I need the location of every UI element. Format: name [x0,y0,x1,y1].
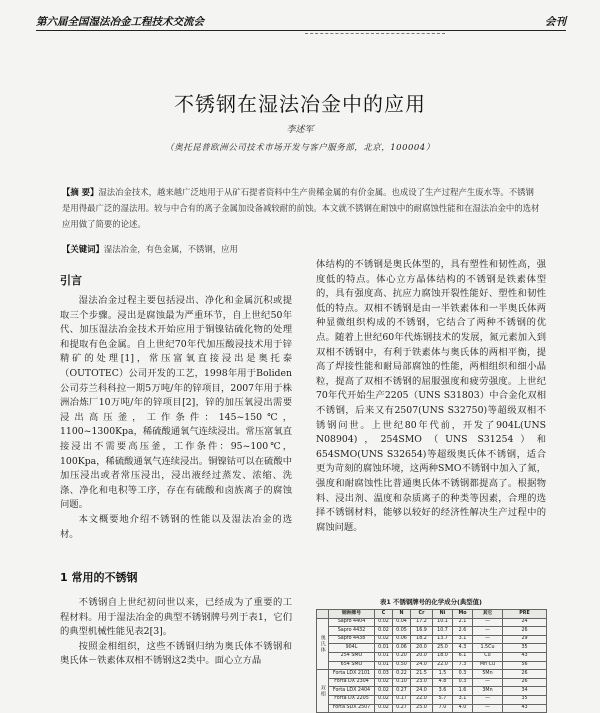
table1-caption: 表1 不锈钢牌号的化学成分(典型值) [380,598,482,606]
table-row [317,644,547,653]
table-group-label: 奥氏体 [317,618,329,670]
paragraph: 不锈钢自上世纪初问世以来，已经成为了重要的工程材料。用于湿法冶金的典型不锈钢牌号列于表1，它们的典型机械性能见表2[3]。 [60,597,292,638]
table-cell: 1.6 [453,687,473,696]
table-row [317,695,547,704]
table-cell: 0.02 [375,695,393,704]
table-cell: 654 SMO [329,661,375,670]
table-header-row [317,610,547,619]
abstract-text: 湿法冶金技术，越来越广泛地用于从矿石提者资料中生产贵稀金属的有价金属。也成设了生产过程产生废水等。不锈钢是用得最广泛的湿法用。较与中合有的离子金属加设备减较耐的前蚀。本文就不锈钢在耐蚀中的耐腐蚀性能和在湿法冶金中的选材应用做了简要的论述。 [62,187,540,229]
table-cell: 0.17 [393,695,411,704]
table-cell: 0.02 [375,618,393,627]
table-cell: 22.0 [433,661,453,670]
paragraph: 体结构的不锈钢是奥氏体型的，具有塑性和韧性高，强度低的特点。体心立方晶体结构的不锈钢是铁素体型的，具有强度高、抗应力腐蚀开裂性能好、塑性和韧性低的特点。双相不锈钢是由一半铁素体和一半奥氏体两种显微组织构成的不锈钢，它结合了两种不锈钢的优点。随着上世纪60年代炼钢技术的发展，氮元素加入到双相不锈钢中，有利于铁素体与奥氏体的两相平衡，提高了焊接性能和耐局部腐蚀的性能，两相组织和细小晶粒，提高了双相不锈钢的屈服强度和疲劳强度。上世纪70年代开始生产2205（UNS S31803）中合金化双相不锈钢，后来又有2507(UNS S32750)等超级双相不锈钢问世。上世纪80年代前，开发了904L(UNS N08904)，254SMO（UNS S31254）和654SMO(UNS S32654)等超级奥氏体不锈钢，适合更为苛刻的腐蚀环境，这两种SMO不锈钢中加入了氮，强度和耐腐蚀性比普通奥氏体不锈钢都提高了。根据物料、浸出剂、温度和杂质离子的种类等因素，合理的选择不锈钢材料，能够以较好的经济性解决生产过程中的腐蚀问题。 [316,259,546,533]
table-cell: 0.01 [375,644,393,653]
table-cell: 26 [503,627,547,636]
table-cell: 22.0 [411,695,433,704]
table-header-cell: C [375,610,393,619]
table-cell: 0.03 [375,670,393,679]
table-row [317,627,547,636]
table-cell: 56 [503,661,547,670]
table-cell: 0.05 [393,627,411,636]
table-cell: 3Mn [473,687,503,696]
table-cell: — [473,635,503,644]
table-cell: 6.1 [453,652,473,661]
table-cell: 3.1 [453,695,473,704]
table-row [317,661,547,670]
table-header-cell [317,610,329,619]
table-cell: 26 [503,678,547,687]
table-row [317,670,547,679]
table-cell: Forta LDX 2404 [329,687,375,696]
table-cell: — [473,627,503,636]
table-cell: 0.27 [393,687,411,696]
table-cell: 24 [503,618,547,627]
table-cell: Sapro 4404 [329,618,375,627]
table-row [317,635,547,644]
paragraph: 湿法冶金过程主要包括浸出、净化和金属沉积或提取三个步骤。浸出是腐蚀最为严重环节，自上世纪50年代、加压湿法冶金技术开始应用于铜镍钴硫化物的处理和提取有色金属。自上世纪70年代加压酸浸技术用于锌精矿的处理[1]，常压富氧直接浸出是奥托泰（OUTOTEC）公司开发的工艺，1998年用于Boliden公司芬兰科科拉一期5万吨/年的锌项目，2007年用于株洲冶炼厂10万吨/年的锌项目[2]，锌的加压氧浸出需要浸出高压釜，工作条件：145~150℃，1100~1300Kpa，稀硫酸通氧气连续浸出。常压富氧直接浸出不需要高压釜，工作条件：95~100℃，100Kpa，稀硫酸通氧气连续浸出。铜镍钴可以在硫酸中加压浸出或者常压浸出，浸出液经过蒸发、浓缩、洗涤、净化和电积等工序，存在有硫酸和卤族离子的腐蚀问题。 [60,295,292,511]
table-cell: 0.02 [375,704,393,713]
table-cell: 29 [503,635,547,644]
table-cell: 21.5 [411,670,433,679]
table-cell: Forta DX 2205 [329,695,375,704]
paragraph: 按照金相组织，这些不锈钢归纳为奥氏体不锈钢和奥氏体－铁素体双相不锈钢这2类中。面心立方晶 [60,640,292,667]
table-cell: 10.7 [433,627,453,636]
table-cell: 0.01 [375,652,393,661]
article-title: 不锈钢在湿法冶金中的应用 [174,92,426,116]
table-cell: 26 [503,670,547,679]
table-header-cell: N [393,610,411,619]
table-cell: 24.0 [411,687,433,696]
table-cell: 0.04 [393,618,411,627]
table-cell: 3.1 [453,635,473,644]
table-cell: 20.0 [411,652,433,661]
table-header-cell: Mo [453,610,473,619]
table-cell: 20.0 [411,644,433,653]
table-cell: Sapro 4432 [329,627,375,636]
article-author: 李述军 [286,125,314,135]
table-header-cell: 其它 [473,610,503,619]
table-cell: 1.5Cu [473,644,503,653]
section-heading-intro: 引言 [60,274,82,287]
table-cell: 0.10 [393,678,411,687]
table-row [317,687,547,696]
table-cell: 4.0 [453,704,473,713]
composition-table [316,609,547,713]
table-cell: 2.1 [453,618,473,627]
table-cell: — [473,695,503,704]
keywords [62,242,540,256]
table-header-cell: Ni [433,610,453,619]
header-conference-title: 第六届全国湿法冶金工程技术交流会 [36,16,204,28]
table-cell: Forta DX 2304 [329,678,375,687]
table-cell: 43 [503,652,547,661]
header-rule-dashed [305,33,445,34]
table-cell: Mn Cu [473,661,503,670]
author-affiliation: （奥托昆普欧洲公司技术市场开发与客户服务部，北京，100004） [165,143,435,153]
table-cell: Cu [473,652,503,661]
table-cell: Forta SDX 2507 [329,704,375,713]
table-cell: Sapro 4438 [329,635,375,644]
table-row [317,652,547,661]
table-cell: 13.7 [433,635,453,644]
table-row [317,704,547,713]
table-cell: — [473,618,503,627]
table-cell: 7.3 [453,661,473,670]
table-cell: 0.02 [375,635,393,644]
table-cell: 0.06 [393,635,411,644]
table-cell: 5.7 [433,695,453,704]
table-cell: 7.0 [433,704,453,713]
table-cell: 16.9 [411,627,433,636]
table-cell: 35 [503,695,547,704]
table-header-cell: 钢种牌号 [329,610,375,619]
table-cell: 0.02 [375,678,393,687]
table-cell: 10.1 [433,618,453,627]
table-cell: 18.0 [433,652,453,661]
table-cell: — [473,704,503,713]
table-cell: 3.6 [433,687,453,696]
table-cell: 0.27 [393,704,411,713]
table-group-label: 双相 [317,670,329,713]
table-cell: 0.02 [375,627,393,636]
intro-body [60,294,292,542]
table-cell: 4.8 [433,678,453,687]
table-cell: 0.01 [375,661,393,670]
table-cell: — [473,678,503,687]
table-cell: 17.2 [411,618,433,627]
table-cell: Forta LDX 2101 [329,670,375,679]
table-row [317,618,547,627]
table-cell: 25.0 [411,704,433,713]
table-cell: 18.2 [411,635,433,644]
section-heading-stainless: 1 常用的不锈钢 [60,571,138,584]
table-cell: 0.06 [393,644,411,653]
header-section-label: 会刊 [545,16,566,28]
paragraph: 本文概要地介绍不锈钢的性能以及湿法冶金的选材。 [60,513,292,540]
table-header-cell: Cr [411,610,433,619]
table-cell: 35 [503,644,547,653]
table-cell: 23.0 [411,678,433,687]
table-cell: 0.50 [393,661,411,670]
table-cell: 43 [503,704,547,713]
table-cell: 24.0 [411,661,433,670]
section1-body [60,596,292,669]
table-cell: 2.6 [453,627,473,636]
table-cell: 0.20 [393,652,411,661]
abstract-label: 【摘 要】 [62,187,99,197]
header-rule [36,30,566,31]
table-cell: 254 SMO [329,652,375,661]
table-cell: 0.3 [453,678,473,687]
table-cell: 34 [503,687,547,696]
table-row [317,678,547,687]
table-cell: 4.3 [453,644,473,653]
table-cell: 1.5 [433,670,453,679]
table-cell: 0.3 [453,670,473,679]
right-column-body [316,258,546,535]
keywords-text: 湿法冶金，有色金属，不锈钢，应用 [103,244,238,254]
table-cell: 0.02 [375,687,393,696]
table-cell: 5Mn [473,670,503,679]
table-cell: 904L [329,644,375,653]
table-cell: 25.0 [433,644,453,653]
table-header-cell: PRE [503,610,547,619]
abstract [62,184,540,232]
table-cell: 0.22 [393,670,411,679]
keywords-label: 【关键词】 [62,244,104,254]
